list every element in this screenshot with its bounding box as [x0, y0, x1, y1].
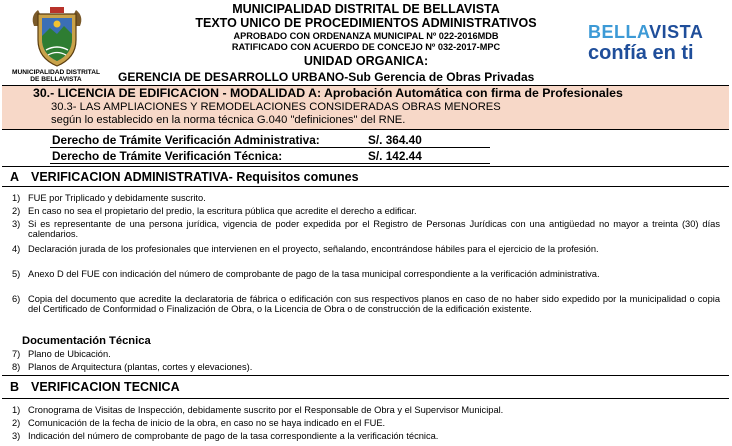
brand-name-bella: BELLA — [588, 22, 650, 42]
list-item — [12, 244, 720, 266]
item-text: FUE por Triplicado y debidamente suscrito. — [28, 193, 206, 203]
unit-name: GERENCIA DE DESARROLLO URBANO-Sub Gerencia de Obras Privadas — [118, 70, 535, 84]
item-text: Cronograma de Visitas de Inspección, debidamente suscrito por el Responsable de Obra y el Supervisor Municipal. — [28, 405, 504, 415]
section-b-letter: B — [10, 380, 20, 394]
item-number: 3) — [12, 431, 21, 441]
section-b-title-underline — [2, 398, 729, 399]
brand-name — [588, 22, 703, 42]
item-number: 6) — [12, 294, 21, 304]
band-bottom-rule — [2, 129, 729, 130]
item-number: 8) — [12, 362, 21, 372]
fee-tech-amount: S/. 142.44 — [368, 149, 422, 163]
list-item — [12, 269, 720, 291]
item-number: 3) — [12, 219, 21, 229]
unit-label: UNIDAD ORGANICA: — [303, 54, 429, 68]
list-item — [12, 294, 720, 327]
list-item — [12, 405, 720, 416]
section-a-title: VERIFICACION ADMINISTRATIVA- Requisitos comunes — [31, 170, 359, 184]
procedure-subtitle: 30.3- LAS AMPLIACIONES Y REMODELACIONES CONSIDERADAS OBRAS MENORES — [51, 101, 501, 113]
list-item — [12, 193, 720, 204]
list-item — [12, 362, 720, 373]
brand-logo — [576, 14, 726, 70]
section-a-letter: A — [10, 170, 20, 184]
item-text: Anexo D del FUE con indicación del número de comprobante de pago de la tasa municipal correspondiente a la verificación administrativa. — [28, 269, 600, 279]
fee-admin-amount: S/. 364.40 — [368, 133, 422, 147]
crest-caption-2: DE BELLAVISTA — [30, 76, 82, 83]
item-number: 2) — [12, 206, 21, 216]
doc-tech-title: Documentación Técnica — [22, 335, 151, 347]
list-item — [12, 219, 720, 241]
approval-line: APROBADO CON ORDENANZA MUNICIPAL Nº 022-2016MDB — [233, 31, 499, 41]
item-text: Plano de Ubicación. — [28, 349, 111, 359]
brand-slogan: confía en ti — [588, 42, 694, 64]
item-number: 4) — [12, 244, 21, 254]
item-text: Copia del documento que acredite la declaratoria de fábrica o edificación con sus respectivos planos en caso de no haber sido expedido por la municipalidad o copia del Certificado de Conformidad o Finalización de Obra, o la Licencia de Obra o de construcción de la edificación existente. — [28, 294, 720, 315]
brand-name-vista: VISTA — [649, 22, 704, 42]
fee-admin-label: Derecho de Trámite Verificación Administrativa: — [52, 133, 320, 147]
section-b-top-rule — [2, 375, 729, 376]
section-b-title: VERIFICACION TECNICA — [31, 380, 180, 394]
item-text: Indicación del número de comprobante de pago de la tasa correspondiente a la verificación técnica. — [28, 431, 439, 441]
crest-caption-1: MUNICIPALIDAD DISTRITAL — [11, 69, 101, 76]
item-number: 7) — [12, 349, 21, 359]
list-item — [12, 418, 720, 429]
item-number: 2) — [12, 418, 21, 428]
item-number: 5) — [12, 269, 21, 279]
section-a-top-rule — [2, 166, 729, 167]
item-number: 1) — [12, 405, 21, 415]
item-text: Declaración jurada de los profesionales que intervienen en el proyecto, señalando, encontrándose hábiles para el ejercicio de la profesión. — [28, 244, 599, 254]
list-item — [12, 431, 720, 442]
item-text: Comunicación de la fecha de inicio de la obra, en caso no se haya indicado en el FUE. — [28, 418, 386, 428]
fee-tech-underline — [50, 163, 490, 164]
ratification-line: RATIFICADO CON ACUERDO DE CONCEJO Nº 032-2017-MPC — [231, 42, 501, 52]
procedure-title: 30.- LICENCIA DE EDIFICACION - MODALIDAD A: Aprobación Automática con firma de Profesionales — [33, 86, 623, 100]
doc-title: TEXTO UNICO DE PROCEDIMIENTOS ADMINISTRATIVOS — [195, 16, 537, 30]
section-a-title-underline — [2, 186, 729, 187]
item-text: En caso no sea el propietario del predio, la escritura pública que acredite el derecho a edificar. — [28, 206, 417, 216]
procedure-note: según lo establecido en la norma técnica G.040 "definiciones" del RNE. — [51, 114, 406, 126]
fee-tech-label: Derecho de Trámite Verificación Técnica: — [52, 149, 283, 163]
list-item — [12, 349, 720, 360]
org-name: MUNICIPALIDAD DISTRITAL DE BELLAVISTA — [232, 2, 500, 16]
item-text: Si es representante de una persona jurídica, vigencia de poder expedida por el Registro de Personas Jurídicas con una antigüedad no mayor a treinta (30) días calendarios. — [28, 219, 720, 240]
list-item — [12, 206, 720, 217]
fee-admin-underline — [50, 147, 490, 148]
item-text: Planos de Arquitectura (plantas, cortes y elevaciones). — [28, 362, 253, 372]
item-number: 1) — [12, 193, 21, 203]
